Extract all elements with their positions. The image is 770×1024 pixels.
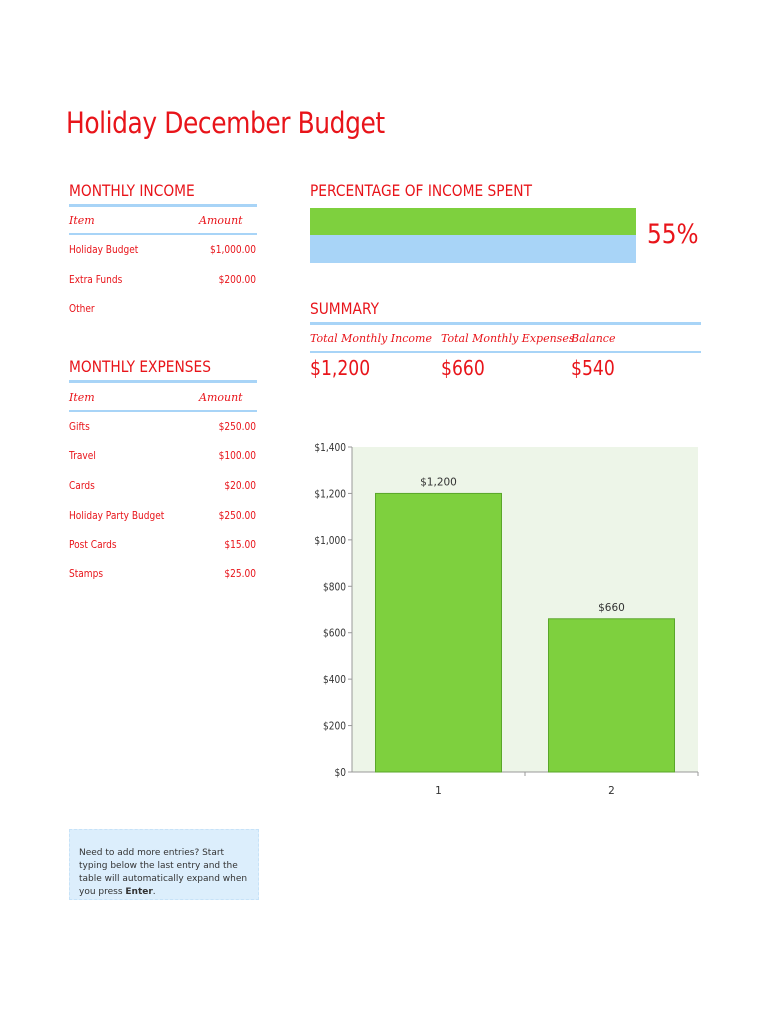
note-text-end: . (152, 887, 156, 897)
expense-row-item[interactable]: Travel (69, 450, 96, 462)
y-tick-label: $1,000 (314, 535, 346, 548)
x-tick-label: 1 (435, 785, 442, 797)
summary-heading: SUMMARY (310, 299, 380, 318)
chart-bar (376, 493, 502, 772)
percentage-bar-fill (310, 208, 636, 235)
y-tick-label: $200 (323, 720, 346, 733)
summary-income-value: $1,200 (310, 356, 371, 380)
y-tick-label: $400 (323, 674, 346, 687)
summary-col-income: Total Monthly Income (310, 332, 432, 345)
summary-expenses-value: $660 (441, 356, 485, 380)
income-row-item[interactable]: Extra Funds (69, 274, 123, 286)
expenses-col-item: Item (69, 391, 95, 404)
expense-row-amount[interactable]: $15.00 (224, 539, 256, 551)
expense-row-item[interactable]: Gifts (69, 421, 90, 433)
income-col-amount: Amount (199, 214, 243, 227)
percentage-heading: PERCENTAGE OF INCOME SPENT (310, 181, 532, 200)
y-tick-label: $600 (323, 628, 346, 640)
expense-row-amount[interactable]: $20.00 (224, 480, 256, 492)
summary-header-rule (310, 351, 701, 353)
expense-row-item[interactable]: Holiday Party Budget (69, 510, 165, 522)
percentage-bar (310, 208, 636, 263)
expense-row-amount[interactable]: $250.00 (218, 421, 256, 433)
summary-col-balance: Balance (571, 332, 616, 345)
income-header-rule (69, 233, 257, 235)
y-tick-label: $1,200 (314, 488, 346, 501)
income-expense-chart (300, 430, 710, 810)
summary-col-expenses: Total Monthly Expenses (441, 332, 575, 345)
summary-balance-value: $540 (571, 356, 615, 380)
x-tick-label: 2 (608, 785, 615, 797)
income-row-amount[interactable]: $200.00 (218, 274, 256, 286)
income-heading-rule (69, 204, 257, 207)
bar-data-label: $660 (598, 601, 625, 614)
expense-row-amount[interactable]: $25.00 (224, 568, 256, 580)
expenses-header-rule (69, 410, 257, 412)
y-tick-label: $0 (334, 767, 346, 780)
note-text: Need to add more entries? Start typing below the last entry and the table will automatically expand when you press (79, 848, 248, 897)
expenses-col-amount: Amount (199, 391, 243, 404)
expense-row-amount[interactable]: $100.00 (218, 450, 256, 462)
expense-row-amount[interactable]: $250.00 (218, 510, 256, 522)
expense-row-item[interactable]: Cards (69, 480, 95, 492)
instruction-note (69, 829, 259, 900)
page-title: Holiday December Budget (66, 106, 385, 140)
y-tick-label: $1,400 (314, 442, 346, 455)
y-tick-label: $800 (323, 581, 346, 594)
expenses-heading-rule (69, 380, 257, 383)
expense-row-item[interactable]: Stamps (69, 568, 104, 580)
income-row-item[interactable]: Other (69, 303, 95, 315)
income-col-item: Item (69, 214, 95, 227)
chart-bar (549, 619, 675, 772)
monthly-expenses-heading: MONTHLY EXPENSES (69, 357, 211, 376)
expense-row-item[interactable]: Post Cards (69, 539, 117, 551)
income-row-item[interactable]: Holiday Budget (69, 244, 139, 256)
bar-data-label: $1,200 (420, 476, 457, 489)
monthly-income-heading: MONTHLY INCOME (69, 181, 195, 200)
note-enter-key: Enter (125, 887, 153, 897)
summary-heading-rule (310, 322, 701, 325)
percentage-value: 55% (647, 219, 699, 250)
income-row-amount[interactable]: $1,000.00 (210, 244, 256, 256)
